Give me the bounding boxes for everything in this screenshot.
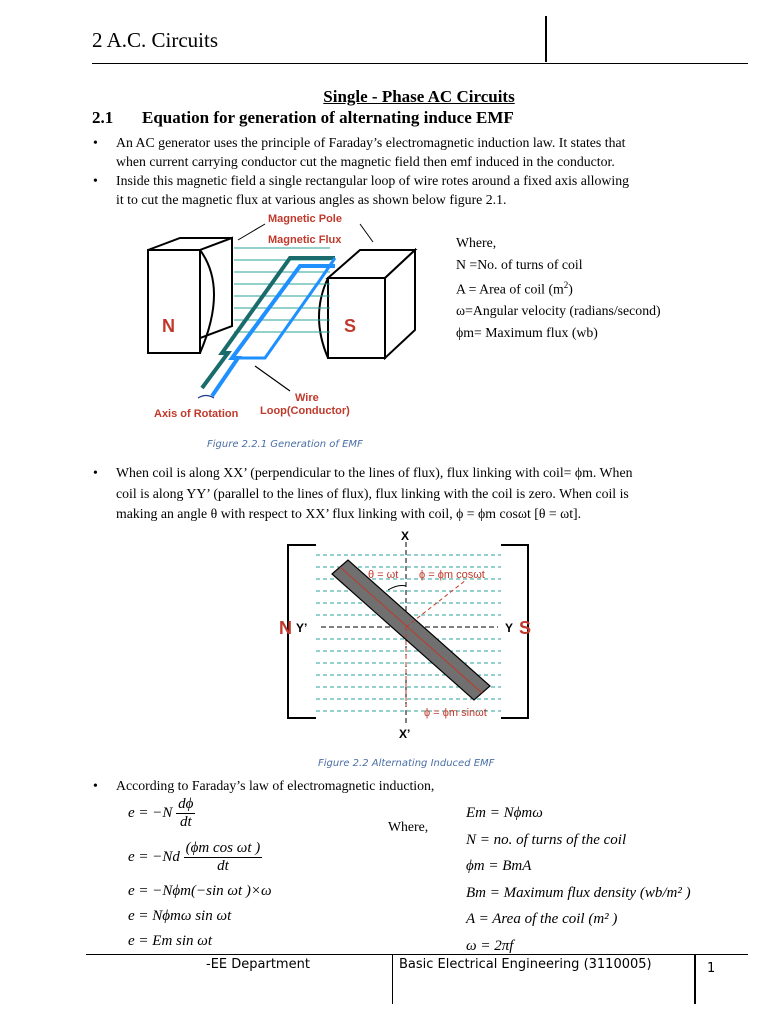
equations-right: [466, 800, 691, 959]
footer-rule: [86, 954, 748, 955]
equation-1-den: dt: [176, 813, 195, 831]
pole-arrow-left: [238, 224, 265, 240]
bullet-dot: •: [93, 173, 98, 188]
label-axis-of-rotation: Axis of Rotation: [154, 408, 239, 420]
bullet-dot: •: [93, 778, 98, 793]
header-rule: [92, 63, 748, 64]
label-x: X: [401, 529, 410, 543]
label-magnetic-flux: Magnetic Flux: [268, 234, 342, 246]
label-y-prime: Y’: [296, 621, 308, 635]
where-item-a-close: ): [568, 281, 573, 297]
bullet-2: [93, 171, 736, 209]
equation-3: e = −Nϕm(−sin ωt )×ω: [128, 883, 272, 899]
bullet-3-line-3: making an angle θ with respect to XX’ flux linking with coil, ϕ = ϕm cosωt [θ = ωt].: [116, 506, 582, 521]
footer-divider-2: [694, 954, 696, 1004]
page-number: 1: [707, 961, 716, 976]
figure-2-caption: Figure 2.2 Alternating Induced EMF: [318, 758, 495, 769]
eq-right-3: ϕm = BmA: [466, 858, 532, 874]
equation-2-den: dt: [184, 857, 263, 875]
where-item-a: [456, 275, 661, 300]
figure-alternating-emf-diagram: [276, 528, 536, 742]
where-item-a-text: A = Area of coil (m: [456, 281, 564, 297]
bullet-3-line-2: coil is along YY’ (parallel to the lines of flux), flux linking with the coil is zero. When coil is: [116, 485, 629, 501]
coil-centerline: [340, 567, 482, 693]
label-x-prime: X’: [399, 727, 411, 741]
label-n-pole: N: [279, 618, 292, 638]
equation-1: [128, 796, 195, 831]
equation-1-num: dϕ: [178, 796, 194, 812]
eq-right-5: A = Area of the coil (m² ): [466, 911, 618, 927]
footer-department: -EE Department: [206, 957, 310, 972]
eq-right-6: ω = 2πf: [466, 937, 514, 954]
where-item-n: N =No. of turns of coil: [456, 256, 583, 272]
label-y: Y: [505, 621, 514, 635]
label-theta: θ = ωt: [368, 569, 399, 581]
bullet-dot: •: [93, 465, 98, 480]
label-magnetic-pole: Magnetic Pole: [268, 213, 342, 225]
where-item-phi: ϕm= Maximum flux (wb): [456, 324, 598, 340]
eq-right-4: Bm = Maximum flux density (wb/m² ): [466, 884, 691, 901]
figure-1-caption: Figure 2.2.1 Generation of EMF: [207, 439, 363, 450]
equation-2-num: (ϕm cos ωt ): [185, 840, 261, 856]
bullet-4: [93, 776, 736, 795]
where-label: Where,: [388, 819, 429, 834]
bullet-2-line-2: it to cut the magnetic flux at various angles as shown below figure 2.1.: [116, 192, 507, 207]
label-n: N: [162, 316, 175, 336]
where-item-a-sup: 2: [563, 280, 569, 290]
bullet-1-line-1: An AC generator uses the principle of Faraday’s electromagnetic induction law. It states that: [116, 135, 626, 150]
where-list: [456, 232, 661, 343]
rotation-arrow-icon: [198, 396, 214, 399]
equation-1-lhs: e = −N: [128, 804, 173, 821]
label-s: S: [344, 316, 357, 336]
bullet-3: [93, 463, 736, 525]
equation-2: [128, 840, 262, 875]
figure-generator-diagram: [140, 208, 430, 426]
equation-2-lhs: e = −Nd: [128, 848, 180, 865]
label-phi-cos: ϕ = ϕm cosωt: [419, 569, 485, 581]
bullet-4-text: According to Faraday’s law of electromagnetic induction,: [116, 778, 435, 793]
eq-right-2: N = no. of turns of the coil: [466, 831, 627, 848]
pole-arrow-right: [360, 224, 373, 242]
section-number: 2.1: [92, 108, 114, 127]
where-item-omega: ω=Angular velocity (radians/second): [456, 303, 661, 319]
page-title: Single - Phase AC Circuits: [323, 87, 515, 106]
section-title: Equation for generation of alternating induce EMF: [142, 108, 514, 127]
label-loop: Loop(Conductor): [260, 405, 350, 417]
where-title: Where,: [456, 235, 497, 250]
equation-1-fraction: [176, 796, 195, 831]
n-magnet: [148, 238, 232, 353]
label-phi-sin: ϕ = ϕm sinωt: [424, 707, 487, 719]
chapter-title: 2 A.C. Circuits: [92, 28, 219, 52]
section-heading: [92, 108, 514, 128]
bullet-1-line-2: when current carrying conductor cut the magnetic field then emf induced in the conductor.: [116, 154, 615, 169]
bullet-3-line-1: When coil is along XX’ (perpendicular to the lines of flux), flux linking with coil= ϕm. When: [116, 465, 633, 480]
footer-course: Basic Electrical Engineering (3110005): [399, 957, 652, 972]
label-s-pole: S: [519, 618, 532, 638]
bullet-2-line-1: Inside this magnetic field a single rectangular loop of wire rotes around a fixed axis allowing: [116, 173, 630, 188]
bullet-dot: •: [93, 135, 98, 150]
bullet-1: [93, 133, 736, 171]
theta-arc: [388, 586, 406, 591]
header-divider: [545, 16, 547, 62]
equation-4: e = Nϕmω sin ωt: [128, 908, 232, 924]
equation-2-fraction: [184, 840, 263, 875]
eq-right-1: Em = Nϕmω: [466, 805, 543, 821]
equation-5: e = Em sin ωt: [128, 933, 213, 949]
footer-divider-1: [392, 954, 393, 1004]
wire-arrow: [255, 366, 290, 391]
label-wire: Wire: [295, 392, 319, 404]
